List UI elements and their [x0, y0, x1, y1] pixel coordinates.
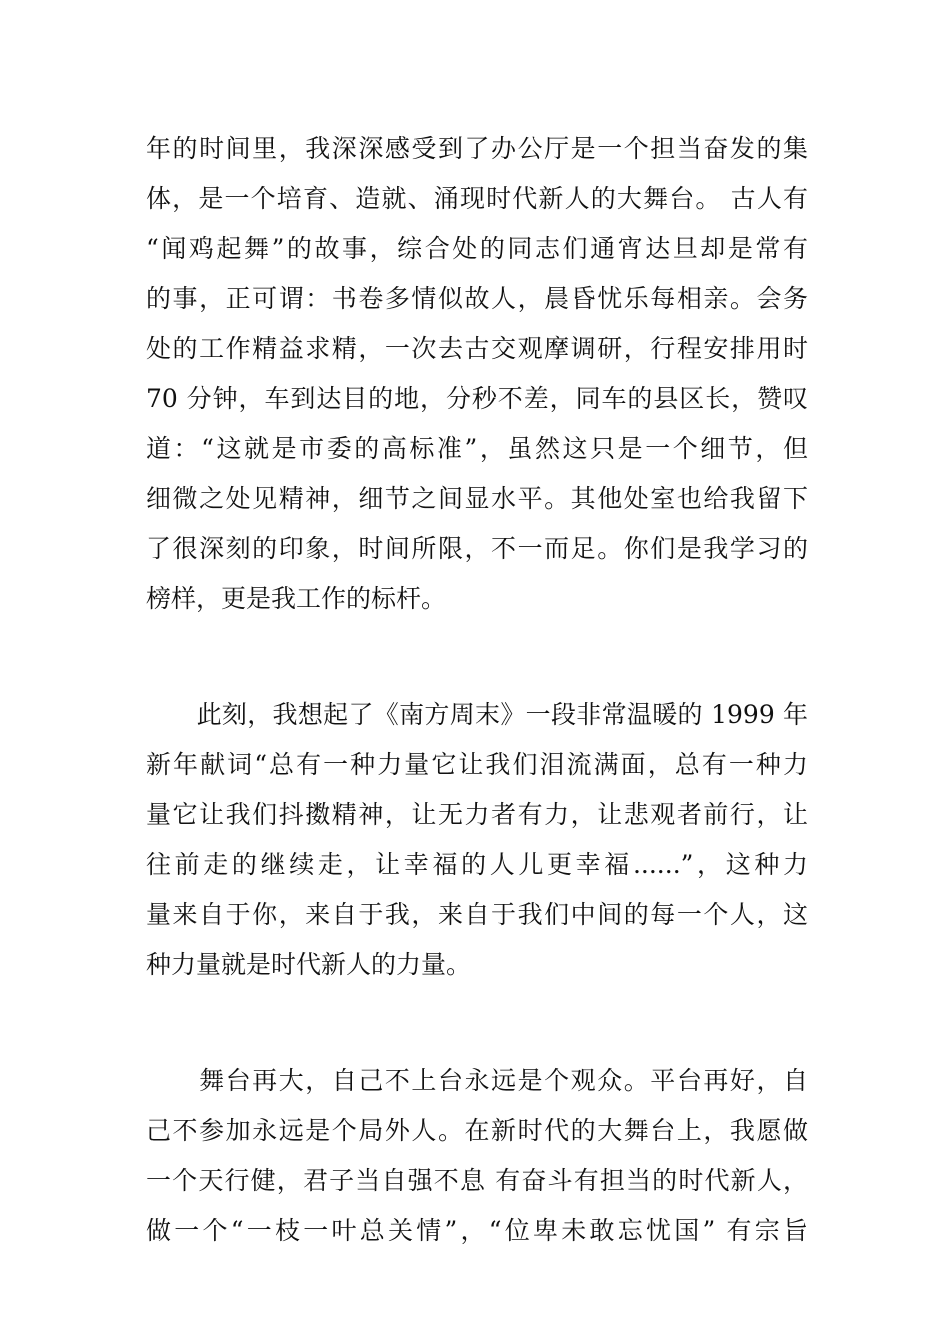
text-line: 舞台再大，自己不上台永远是个观众。平台再好，自 — [146, 1066, 808, 1095]
text-line: “闻鸡起舞”的故事，综合处的同志们通宵达旦却是常有 — [146, 234, 808, 263]
text-line: 往前走的继续走，让幸福的人儿更幸福......”，这种力 — [146, 850, 808, 879]
text-line: 榜样，更是我工作的标杆。 — [146, 584, 447, 613]
paragraph-3 — [146, 1056, 808, 1256]
text-line: 种力量就是时代新人的力量。 — [146, 950, 472, 979]
paragraph-1 — [146, 124, 808, 624]
text-line: 70 分钟，车到达目的地，分秒不差，同车的县区长，赞叹 — [146, 384, 808, 413]
text-line: 己不参加永远是个局外人。在新时代的大舞台上，我愿做 — [146, 1116, 808, 1145]
text-line: 年的时间里，我深深感受到了办公厅是一个担当奋发的集 — [146, 134, 808, 163]
text-line: 体，是一个培育、造就、涌现时代新人的大舞台。 古人有 — [146, 184, 808, 213]
text-line: 一个天行健，君子当自强不息 有奋斗有担当的时代新人， — [146, 1166, 808, 1195]
text-line: 新年献词“总有一种力量它让我们泪流满面，总有一种力 — [146, 750, 808, 779]
text-line: 处的工作精益求精，一次去古交观摩调研，行程安排用时 — [146, 334, 808, 363]
paragraph-gap — [146, 990, 808, 1056]
paragraph-gap — [146, 624, 808, 690]
text-line: 此刻，我想起了《南方周末》一段非常温暖的 1999 年 — [146, 700, 808, 729]
text-line: 道：“这就是市委的高标准”，虽然这只是一个细节，但 — [146, 434, 808, 463]
text-line: 量来自于你，来自于我，来自于我们中间的每一个人，这 — [146, 900, 808, 929]
text-line: 了很深刻的印象，时间所限，不一而足。你们是我学习的 — [146, 534, 808, 563]
paragraph-2 — [146, 690, 808, 990]
text-line: 细微之处见精神，细节之间显水平。其他处室也给我留下 — [146, 484, 808, 513]
document-body — [146, 124, 808, 1256]
text-line: 量它让我们抖擞精神，让无力者有力，让悲观者前行，让 — [146, 800, 808, 829]
text-line: 的事，正可谓：书卷多情似故人，晨昏忧乐每相亲。会务 — [146, 284, 808, 313]
text-line: 做一个“一枝一叶总关情”，“位卑未敢忘忧国” 有宗旨 — [146, 1216, 808, 1245]
